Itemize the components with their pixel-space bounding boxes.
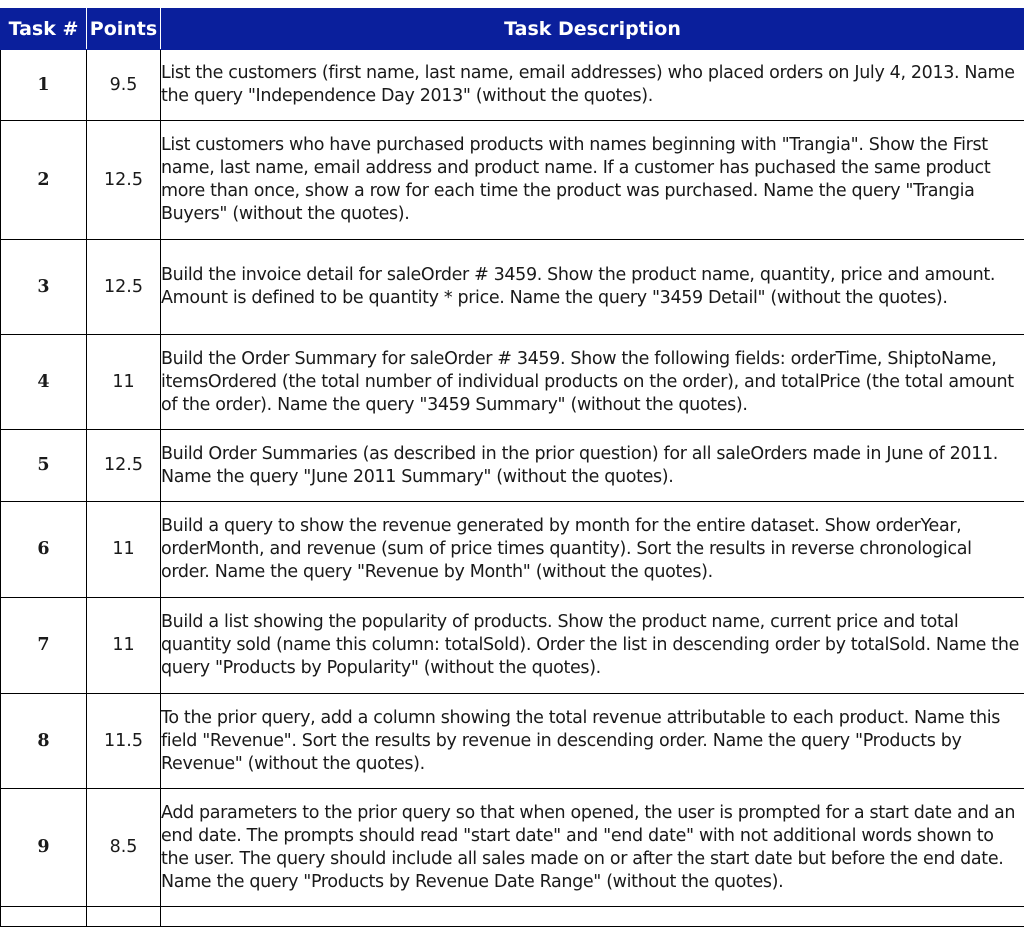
table-row [1, 430, 1024, 502]
task-points: 8.5 [87, 789, 161, 907]
task-number: 7 [1, 598, 87, 694]
task-points: 11 [87, 598, 161, 694]
task-description: Build the invoice detail for saleOrder # 3459. Show the product name, quantity, price and amount. Amount is defined to be quantity * price. Name the query "3459 Detail" (without the quotes). [161, 240, 1024, 335]
empty-cell [87, 907, 161, 927]
empty-cell [1, 907, 87, 927]
task-description: List customers who have purchased products with names beginning with "Trangia". Show the First name, last name, email address and product name. If a customer has puchased the same product more than once, show a row for each time the product was purchased. Name the query "Trangia Buyers" (without the quotes). [161, 121, 1024, 240]
task-points: 11 [87, 335, 161, 430]
task-points: 11 [87, 502, 161, 598]
task-points: 12.5 [87, 240, 161, 335]
task-description: Build the Order Summary for saleOrder # 3459. Show the following fields: orderTime, ShiptoName, itemsOrdered (the total number of individual products on the order), and totalPrice (the total amount of the order). Name the query "3459 Summary" (without the quotes). [161, 335, 1024, 430]
task-description: To the prior query, add a column showing the total revenue attributable to each product. Name this field "Revenue". Sort the results by revenue in descending order. Name the query "Products by Revenue" (without the quotes). [161, 694, 1024, 789]
task-description: Add parameters to the prior query so that when opened, the user is prompted for a start date and an end date. The prompts should read "start date" and "end date" with not additional words shown to the user. The query should include all sales made on or after the start date but before the end date. Name the query "Products by Revenue Date Range" (without the quotes). [161, 789, 1024, 907]
task-number: 1 [1, 50, 87, 121]
task-number: 5 [1, 430, 87, 502]
task-number: 8 [1, 694, 87, 789]
header-points: Points [87, 9, 161, 50]
task-description: Build Order Summaries (as described in the prior question) for all saleOrders made in June of 2011. Name the query "June 2011 Summary" (without the quotes). [161, 430, 1024, 502]
task-number: 6 [1, 502, 87, 598]
table-row-partial [1, 907, 1024, 927]
task-description: List the customers (first name, last name, email addresses) who placed orders on July 4, 2013. Name the query "Independence Day 2013" (without the quotes). [161, 50, 1024, 121]
table-row [1, 50, 1024, 121]
table-row [1, 240, 1024, 335]
table-row [1, 335, 1024, 430]
task-number: 2 [1, 121, 87, 240]
task-description: Build a query to show the revenue generated by month for the entire dataset. Show orderYear, orderMonth, and revenue (sum of price times quantity). Sort the results in reverse chronological order. Name the query "Revenue by Month" (without the quotes). [161, 502, 1024, 598]
task-points: 9.5 [87, 50, 161, 121]
table-row [1, 598, 1024, 694]
task-description: Build a list showing the popularity of products. Show the product name, current price and total quantity sold (name this column: totalSold). Order the list in descending order by totalSold. Name the query "Products by Popularity" (without the quotes). [161, 598, 1024, 694]
table-row [1, 502, 1024, 598]
header-row [1, 9, 1024, 50]
task-points: 12.5 [87, 121, 161, 240]
table-row [1, 694, 1024, 789]
table-row [1, 121, 1024, 240]
task-points: 11.5 [87, 694, 161, 789]
task-points: 12.5 [87, 430, 161, 502]
empty-cell [161, 907, 1024, 927]
task-table [0, 8, 1024, 927]
task-number: 4 [1, 335, 87, 430]
header-task-number: Task # [1, 9, 87, 50]
header-task-description: Task Description [161, 9, 1024, 50]
task-number: 3 [1, 240, 87, 335]
table-row [1, 789, 1024, 907]
task-number: 9 [1, 789, 87, 907]
